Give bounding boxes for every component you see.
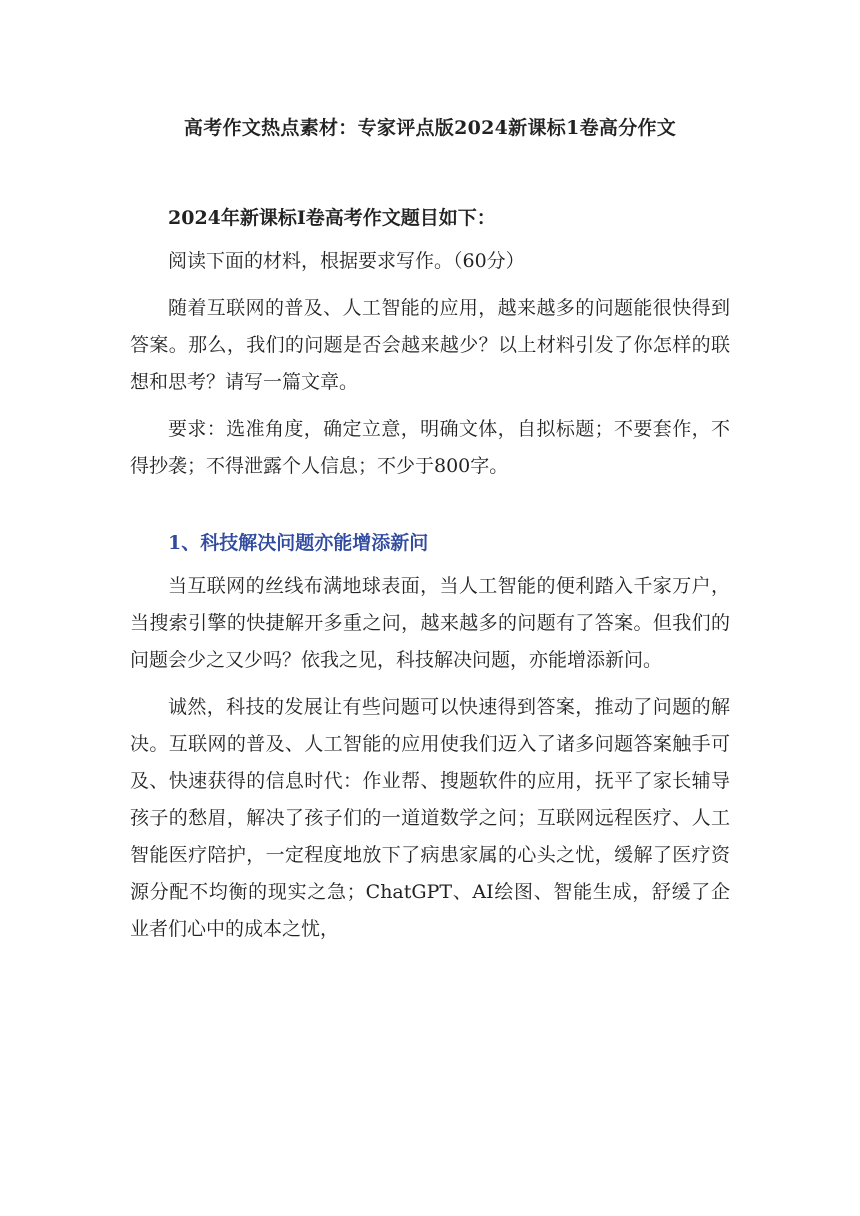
- prompt-paragraph: 随着互联网的普及、人工智能的应用，越来越多的问题能很快得到答案。那么，我们的问题是否会越来越少？以上材料引发了你怎样的联想和思考？请写一篇文章。: [130, 297, 730, 393]
- prompt-paragraph: 阅读下面的材料，根据要求写作。（60分）: [168, 250, 525, 272]
- section-title-part2: 亦能增添新问: [314, 532, 429, 554]
- section-heading: [130, 525, 730, 562]
- document-title: 高考作文热点素材：专家评点版2024新课标1卷高分作文: [183, 117, 677, 139]
- document-body: [130, 200, 730, 958]
- section-number: 1、: [168, 532, 201, 554]
- essay-paragraph: 当互联网的丝线布满地球表面，当人工智能的便利踏入千家万户，当搜索引擎的快捷解开多重之问，越来越多的问题有了答案。但我们的问题会少之又少吗？依我之见，科技解决问题，亦能增添新问。: [130, 575, 730, 671]
- prompt-paragraph: 要求：选准角度，确定立意，明确文体，自拟标题；不要套作，不得抄袭；不得泄露个人信息；不少于800字。: [130, 418, 730, 477]
- essay-paragraph: 诚然，科技的发展让有些问题可以快速得到答案，推动了问题的解决。互联网的普及、人工智能的应用使我们迈入了诸多问题答案触手可及、快速获得的信息时代：作业帮、搜题软件的应用，抚平了家长辅导孩子的愁眉，解决了孩子们的一道道数学之问；互联网远程医疗、人工智能医疗陪护，一定程度地放下了病患家属的心头之忧，缓解了医疗资源分配不均衡的现实之急；ChatGPT、AI绘图、智能生成，舒缓了企业者们心中的成本之忧，: [130, 696, 730, 940]
- section-title-part1: 科技解决问题: [200, 532, 315, 554]
- prompt-heading: 2024年新课标Ⅰ卷高考作文题目如下：: [168, 207, 496, 229]
